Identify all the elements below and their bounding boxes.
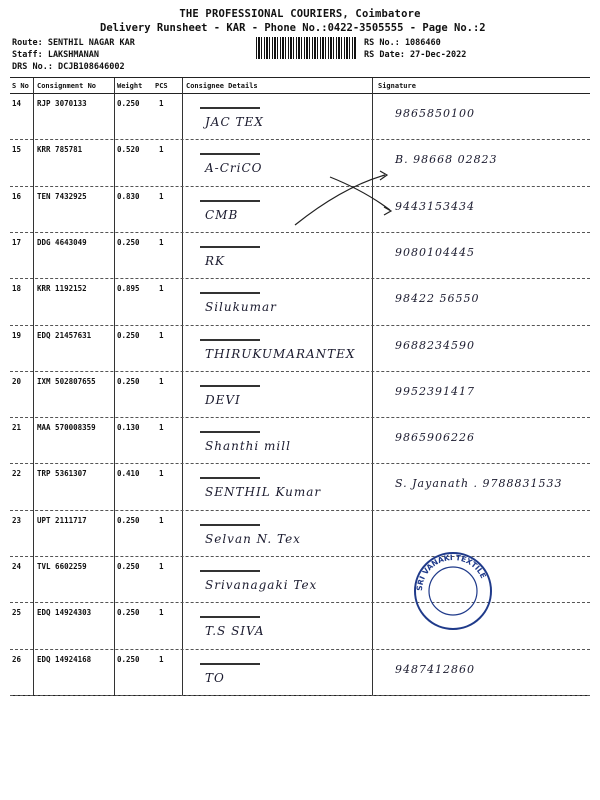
struck-text bbox=[200, 99, 260, 109]
row-weight: 0.250 bbox=[117, 654, 140, 664]
col-sno: S No bbox=[12, 82, 29, 90]
row-pcs: 1 bbox=[159, 99, 164, 108]
row-consignment-no: EDQ 14924303 bbox=[37, 608, 92, 618]
row-weight: 0.250 bbox=[117, 237, 140, 247]
route-label: Route: SENTHIL NAGAR KAR bbox=[12, 38, 135, 48]
col-signature: Signature bbox=[378, 82, 416, 90]
row-signature: 9688234590 bbox=[395, 338, 475, 352]
handwritten-arrows bbox=[290, 165, 400, 235]
row-sno: 22 bbox=[12, 469, 22, 479]
row-weight: 0.250 bbox=[117, 562, 140, 571]
row-consignee-handwritten: Shanthi mill bbox=[205, 439, 291, 454]
row-consignment-no: KRR 1192152 bbox=[37, 284, 87, 294]
row-consignee-handwritten: THIRUKUMARANTEX bbox=[205, 346, 356, 361]
row-divider bbox=[10, 278, 590, 279]
row-pcs: 1 bbox=[159, 284, 164, 294]
row-signature: 9865906226 bbox=[395, 431, 475, 445]
col-consignment: Consignment No bbox=[37, 82, 97, 90]
svg-text:SRI VANAKI TEXTILE: SRI VANAKI TEXTILE bbox=[414, 552, 488, 592]
row-consignee-handwritten: SENTHIL Kumar bbox=[205, 485, 322, 500]
row-consignee-handwritten: JAC TEX bbox=[205, 115, 264, 129]
struck-text bbox=[200, 423, 260, 433]
row-consignment-no: IXM 502807655 bbox=[37, 376, 96, 386]
rs-date: RS Date: 27-Dec-2022 bbox=[364, 50, 467, 60]
row-sno: 17 bbox=[12, 237, 22, 247]
row-consignee-handwritten: A-CriCO bbox=[205, 161, 263, 176]
row-divider bbox=[10, 556, 590, 557]
struck-text bbox=[200, 145, 260, 155]
struck-text bbox=[200, 377, 260, 387]
row-weight: 0.830 bbox=[117, 191, 140, 201]
row-divider bbox=[10, 325, 590, 326]
row-weight: 0.250 bbox=[117, 515, 140, 525]
row-pcs: 1 bbox=[159, 515, 164, 525]
runsheet-title: Delivery Runsheet - KAR - Phone No.:0422-3505555 - Page No.:2 bbox=[100, 22, 486, 34]
struck-text bbox=[200, 516, 260, 526]
company-title: THE PROFESSIONAL COURIERS, Coimbatore bbox=[179, 8, 421, 20]
rs-number: RS No.: 1086460 bbox=[364, 38, 441, 48]
row-consignee-handwritten: Selvan N. Tex bbox=[205, 531, 301, 546]
row-consignment-no: EDQ 21457631 bbox=[37, 330, 92, 340]
row-consignee-handwritten: TO bbox=[205, 670, 225, 685]
row-pcs: 1 bbox=[159, 376, 164, 386]
row-pcs: 1 bbox=[159, 330, 164, 340]
col-pcs: PCS bbox=[155, 82, 168, 90]
row-divider bbox=[10, 463, 590, 464]
struck-text bbox=[200, 469, 260, 479]
row-sno: 16 bbox=[12, 191, 22, 201]
row-consignee-handwritten: Srivanagaki Tex bbox=[205, 578, 318, 592]
row-pcs: 1 bbox=[159, 608, 164, 618]
row-weight: 0.895 bbox=[117, 284, 140, 294]
row-consignee-handwritten: T.S SIVA bbox=[205, 624, 265, 639]
struck-text bbox=[200, 284, 260, 294]
row-consignment-no: RJP 3070133 bbox=[37, 99, 87, 108]
row-signature: 9865850100 bbox=[395, 107, 475, 120]
row-sno: 18 bbox=[12, 284, 22, 294]
struck-text bbox=[200, 331, 260, 341]
company-stamp bbox=[412, 550, 494, 632]
row-divider bbox=[10, 139, 590, 140]
row-sno: 21 bbox=[12, 423, 22, 433]
row-pcs: 1 bbox=[159, 237, 164, 247]
row-signature: B. 98668 02823 bbox=[395, 153, 498, 167]
row-pcs: 1 bbox=[159, 145, 164, 155]
row-sno: 24 bbox=[12, 562, 22, 571]
row-divider bbox=[10, 695, 590, 696]
row-consignee-handwritten: Silukumar bbox=[205, 300, 277, 315]
row-pcs: 1 bbox=[159, 654, 164, 664]
row-divider bbox=[10, 371, 590, 372]
row-consignment-no: TEN 7432925 bbox=[37, 191, 87, 201]
struck-text bbox=[200, 655, 260, 665]
row-sno: 26 bbox=[12, 654, 22, 664]
struck-text bbox=[200, 192, 260, 202]
row-consignment-no: KRR 785781 bbox=[37, 145, 83, 155]
row-sno: 15 bbox=[12, 145, 22, 155]
row-signature: S. Jayanath . 9788831533 bbox=[395, 477, 563, 491]
row-sno: 14 bbox=[12, 99, 22, 108]
row-divider bbox=[10, 510, 590, 511]
row-weight: 0.250 bbox=[117, 99, 140, 108]
drs-number: DRS No.: DCJB108646002 bbox=[12, 62, 125, 72]
row-weight: 0.130 bbox=[117, 423, 140, 433]
row-divider bbox=[10, 649, 590, 650]
row-consignee-handwritten: CMB bbox=[205, 207, 239, 222]
row-consignment-no: EDQ 14924168 bbox=[37, 654, 92, 664]
row-divider bbox=[10, 602, 590, 603]
row-weight: 0.520 bbox=[117, 145, 140, 155]
row-sno: 20 bbox=[12, 376, 22, 386]
row-signature: 98422 56550 bbox=[395, 292, 480, 306]
row-signature: 9952391417 bbox=[395, 384, 475, 398]
row-weight: 0.250 bbox=[117, 608, 140, 618]
row-pcs: 1 bbox=[159, 191, 164, 201]
row-weight: 0.410 bbox=[117, 469, 140, 479]
row-consignment-no: TVL 6602259 bbox=[37, 562, 87, 571]
row-signature: 9443153434 bbox=[395, 199, 475, 213]
row-weight: 0.250 bbox=[117, 376, 140, 386]
row-consignment-no: TRP 5361307 bbox=[37, 469, 87, 479]
row-sno: 25 bbox=[12, 608, 22, 618]
row-weight: 0.250 bbox=[117, 330, 140, 340]
struck-text bbox=[200, 238, 260, 248]
row-signature: 9080104445 bbox=[395, 245, 475, 259]
row-sno: 19 bbox=[12, 330, 22, 340]
barcode bbox=[256, 37, 356, 59]
row-pcs: 1 bbox=[159, 562, 164, 571]
row-signature: 9487412860 bbox=[395, 662, 475, 676]
row-consignment-no: DDG 4643049 bbox=[37, 237, 87, 247]
table-top-border bbox=[10, 77, 590, 78]
staff-label: Staff: LAKSHMANAN bbox=[12, 50, 99, 60]
struck-text bbox=[200, 608, 260, 618]
row-sno: 23 bbox=[12, 515, 22, 525]
row-consignee-handwritten: DEVI bbox=[205, 392, 241, 407]
row-pcs: 1 bbox=[159, 423, 164, 433]
row-consignee-handwritten: RK bbox=[205, 253, 225, 268]
row-consignment-no: UPT 2111717 bbox=[37, 515, 87, 525]
row-divider bbox=[10, 417, 590, 418]
struck-text bbox=[200, 562, 260, 572]
col-consignee: Consignee Details bbox=[186, 82, 258, 90]
table-header-border bbox=[10, 93, 590, 94]
col-weight: Weight bbox=[117, 82, 143, 90]
row-pcs: 1 bbox=[159, 469, 164, 479]
row-consignment-no: MAA 570008359 bbox=[37, 423, 96, 433]
